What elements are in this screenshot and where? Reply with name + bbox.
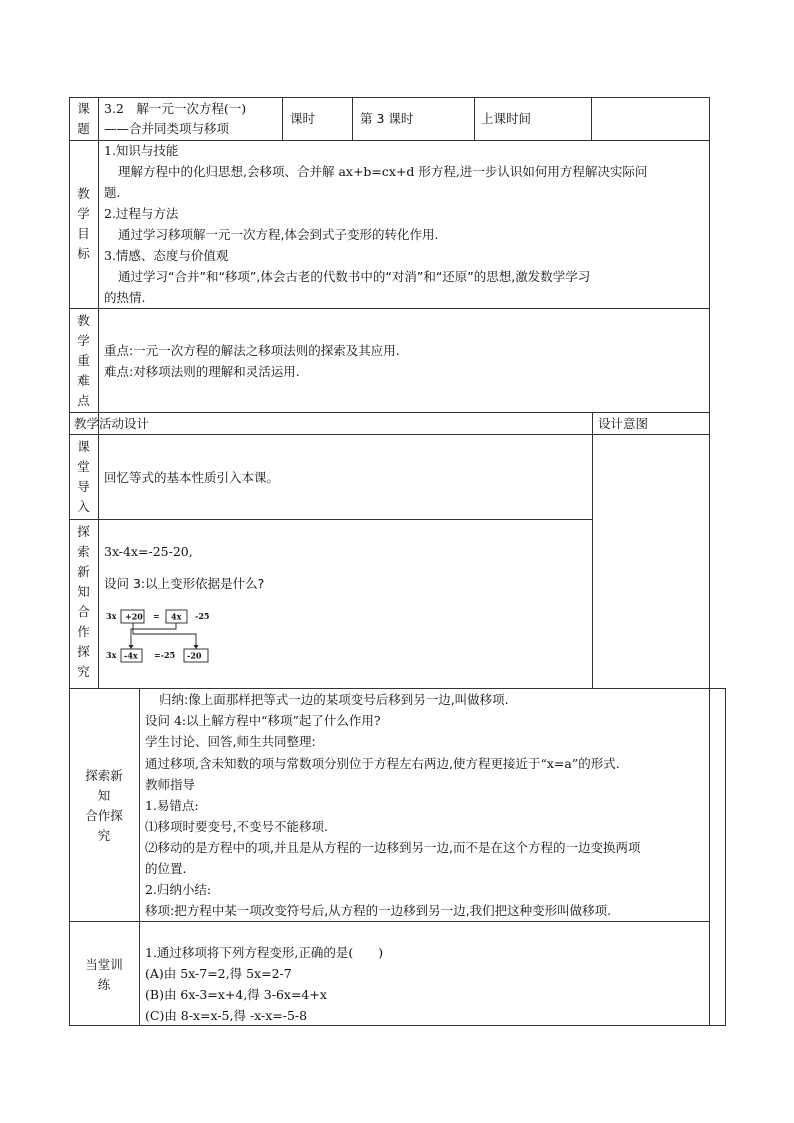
keypoint-focus: 重点:一元一次方程的解法之移项法则的探索及其应用. bbox=[104, 343, 400, 358]
discussion-line: 学生讨论、回答,师生共同整理: bbox=[145, 734, 316, 749]
transposition-purpose: 通过移项,含未知数的项与常数项分别位于方程左右两边,使方程更接近于“x=a”的形式. bbox=[145, 756, 620, 771]
practice-option-c: (C)由 8-x=x-5,得 -x-x=-5-8 bbox=[145, 1008, 308, 1023]
pitfall-2: ⑵移动的是方程中的项,并且是从方程的一边移到另一边,而不是在这个方程的一边变换两项 bbox=[145, 840, 641, 855]
objective-line: 3.情感、态度与价值观 bbox=[104, 248, 229, 263]
arrow-plus20-to-right bbox=[133, 623, 196, 649]
equation-text: 3x-4x=-25-20, bbox=[104, 544, 193, 559]
induction-line: 归纳:像上面那样把等式一边的某项变号后移到另一边,叫做移项. bbox=[159, 692, 509, 707]
label-objectives: 教 学 目 标 bbox=[77, 186, 90, 261]
lesson-title-line1: 3.2 解一元一次方程(一) bbox=[104, 101, 247, 116]
summary-definition: 移项:把方程中某一项改变符号后,从方程的一边移到另一边,我们把这种变形叫做移项. bbox=[145, 903, 612, 918]
teacher-guidance: 教师指导 bbox=[145, 777, 196, 792]
label-keypoints: 教 学 重 难 点 bbox=[77, 313, 90, 408]
objective-line: 1.知识与技能 bbox=[104, 143, 179, 158]
objective-line: 通过学习移项解一元一次方程,体会到式子变形的转化作用. bbox=[118, 227, 439, 242]
diagram-r1-term-3x: 3x bbox=[106, 611, 117, 621]
diagram-r2-minus20: -20 bbox=[187, 650, 202, 661]
label-intro: 课 堂 导 入 bbox=[77, 439, 90, 514]
diagram-r1-4x: 4x bbox=[171, 611, 182, 622]
arrowhead-right bbox=[194, 645, 199, 649]
objective-line: 题. bbox=[104, 185, 121, 200]
objective-line: 理解方程中的化归思想,会移项、合并解 ax+b=cx+d 形方程,进一步认识如何用方程解决实际问 bbox=[118, 164, 648, 179]
intro-text: 回忆等式的基本性质引入本课。 bbox=[104, 470, 280, 485]
activity-design-header: 教学活动设计 bbox=[74, 416, 150, 431]
practice-option-b: (B)由 6x-3=x+4,得 3-6x=4+x bbox=[145, 987, 327, 1002]
question-4: 设问 4:以上解方程中“移项”起了什么作用? bbox=[145, 713, 381, 728]
diagram-r1-equals: = bbox=[153, 611, 160, 621]
diagram-r1-plus20: +20 bbox=[125, 611, 143, 622]
shangke-time-value[interactable] bbox=[598, 109, 703, 129]
label-keshi: 课时 bbox=[290, 111, 316, 126]
keshi-value: 第 3 课时 bbox=[360, 111, 414, 126]
label-practice: 当堂训 练 bbox=[85, 957, 123, 992]
keypoint-difficulty: 难点:对移项法则的理解和灵活运用. bbox=[104, 364, 300, 379]
design-intent-header: 设计意图 bbox=[598, 416, 649, 431]
label-explore-2: 探索新 知 合作探 究 bbox=[85, 768, 123, 843]
pitfall-2-cont: 的位置. bbox=[145, 861, 187, 876]
summary-heading: 2.归纳小结: bbox=[145, 882, 212, 897]
transposition-diagram bbox=[100, 604, 220, 666]
pitfall-1: ⑴移项时要变号,不变号不能移项. bbox=[145, 819, 328, 834]
question-3: 设问 3:以上变形依据是什么? bbox=[104, 576, 265, 591]
diagram-r2-eq-minus25: =-25 bbox=[154, 650, 176, 660]
pitfalls-heading: 1.易错点: bbox=[145, 798, 199, 813]
practice-question-1: 1.通过移项将下列方程变形,正确的是( ) bbox=[145, 945, 384, 960]
diagram-r1-minus25: -25 bbox=[195, 611, 210, 621]
diagram-r2-term-3x: 3x bbox=[106, 650, 117, 660]
label-shangke-time: 上课时间 bbox=[481, 111, 532, 126]
label-explore-1: 探 索 新 知 合 作 探 究 bbox=[77, 524, 90, 679]
label-keti: 课 题 bbox=[77, 101, 90, 136]
lesson-title-line2: ——合并同类项与移项 bbox=[104, 121, 230, 136]
arrowhead-left bbox=[129, 645, 134, 649]
objective-line: 通过学习“合并”和“移项”,体会古老的代数书中的“对消”和“还原”的思想,激发数学学习 bbox=[118, 269, 591, 284]
objective-line: 的热情. bbox=[104, 290, 146, 305]
diagram-r2-minus4x: -4x bbox=[124, 650, 138, 661]
objective-line: 2.过程与方法 bbox=[104, 206, 179, 221]
practice-option-a: (A)由 5x-7=2,得 5x=2-7 bbox=[145, 966, 292, 981]
arrow-4x-to-left bbox=[131, 623, 176, 649]
